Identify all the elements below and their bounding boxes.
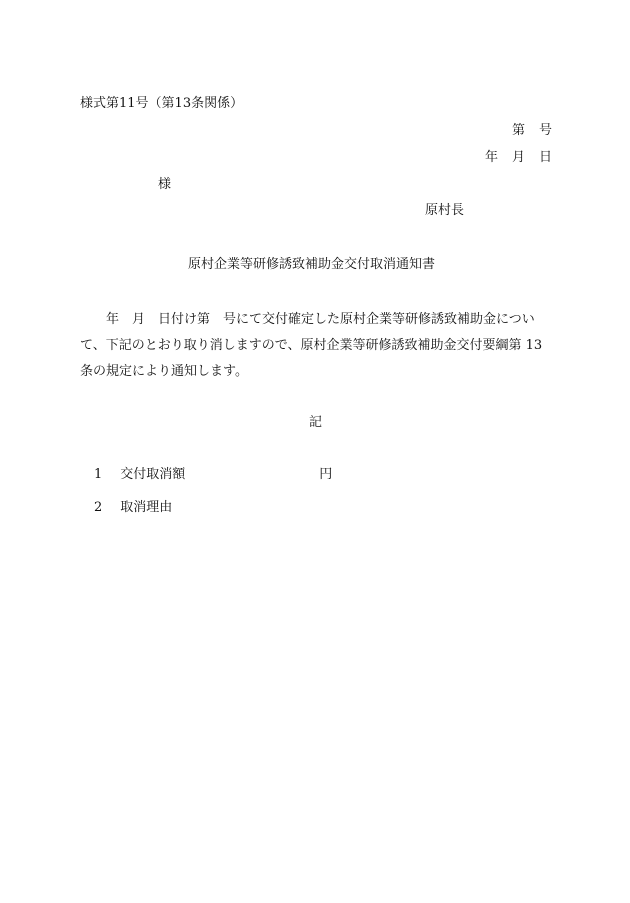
doc-number-go: 号 [539, 123, 553, 138]
body-line-2: て、下記のとおり取り消しますので、原村企業等研修誘致補助金交付要綱第 13 [80, 338, 543, 353]
form-identifier: 様式第11号（第13条関係） [80, 96, 244, 111]
issue-date [485, 151, 552, 164]
item-2-label: 取消理由 [120, 500, 173, 515]
item-1 [94, 468, 332, 481]
item-1-number: 1 [94, 467, 103, 482]
doc-number-dai: 第 [512, 123, 526, 138]
body-day: 日付け第 [158, 312, 211, 327]
date-month: 月 [512, 150, 526, 165]
item-1-label: 交付取消額 [120, 467, 186, 482]
body-line-1-rest: 号にて交付確定した原村企業等研修誘致補助金につい [223, 312, 535, 327]
date-year: 年 [485, 150, 499, 165]
addressee-suffix: 様 [158, 177, 172, 192]
doc-number [512, 124, 552, 137]
body-line-3: 条の規定により通知します。 [80, 364, 248, 379]
body-paragraph [80, 307, 550, 385]
body-month: 月 [132, 312, 146, 327]
item-2 [94, 501, 172, 514]
item-2-number: 2 [94, 500, 103, 515]
ki-heading: 記 [309, 415, 323, 430]
body-line-1 [80, 307, 550, 333]
item-1-unit: 円 [319, 467, 333, 482]
body-year: 年 [106, 312, 120, 327]
date-day: 日 [539, 150, 553, 165]
sender-name: 原村長 [425, 203, 465, 218]
document-title: 原村企業等研修誘致補助金交付取消通知書 [188, 257, 436, 272]
